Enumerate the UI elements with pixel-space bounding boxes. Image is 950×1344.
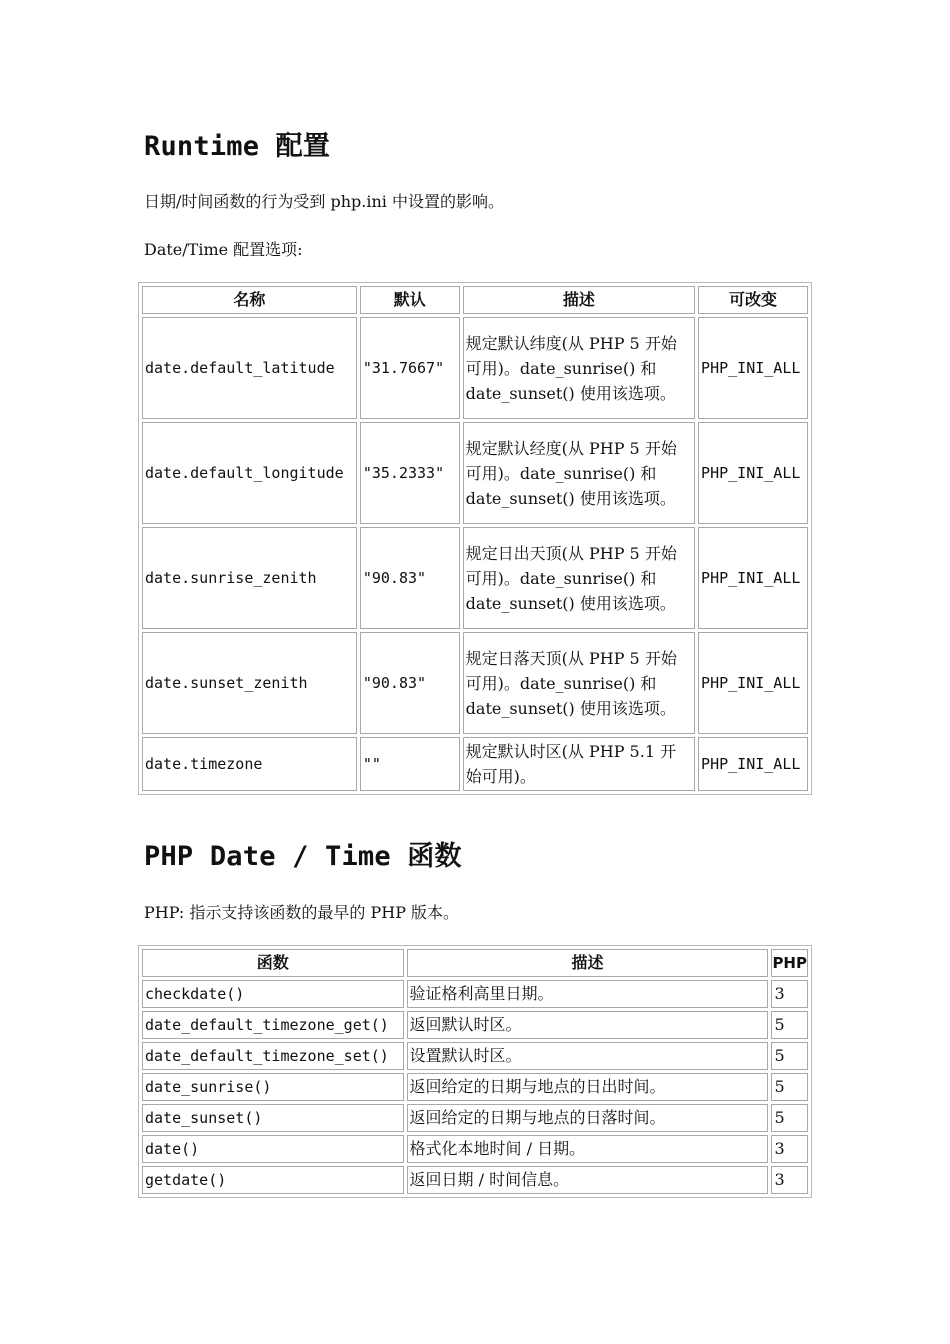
function-php-cell: 3 (771, 1135, 808, 1163)
table-row (142, 1073, 808, 1101)
config-desc-cell: 规定默认纬度(从 PHP 5 开始可用)。date_sunrise() 和 date_sunset() 使用该选项。 (463, 317, 695, 419)
config-changeable-cell: PHP_INI_ALL (698, 422, 808, 524)
config-desc-cell: 规定日落天顶(从 PHP 5 开始可用)。date_sunrise() 和 date_sunset() 使用该选项。 (463, 632, 695, 734)
functions-header-function: 函数 (142, 949, 404, 977)
table-row (142, 1042, 808, 1070)
function-name-cell: date() (142, 1135, 404, 1163)
config-changeable-cell: PHP_INI_ALL (698, 737, 808, 791)
function-desc-cell: 返回默认时区。 (407, 1011, 769, 1039)
config-options-table (138, 282, 812, 795)
function-desc-cell: 验证格利高里日期。 (407, 980, 769, 1008)
function-php-cell: 5 (771, 1073, 808, 1101)
table-row (142, 737, 808, 791)
config-name-cell: date.sunset_zenith (142, 632, 357, 734)
function-php-cell: 5 (771, 1011, 808, 1039)
function-desc-cell: 返回给定的日期与地点的日落时间。 (407, 1104, 769, 1132)
function-php-cell: 5 (771, 1042, 808, 1070)
function-desc-cell: 设置默认时区。 (407, 1042, 769, 1070)
functions-header-php: PHP (771, 949, 808, 977)
config-changeable-cell: PHP_INI_ALL (698, 527, 808, 629)
config-header-changeable: 可改变 (698, 286, 808, 314)
table-row (142, 527, 808, 629)
table-row (142, 422, 808, 524)
config-header-description: 描述 (463, 286, 695, 314)
table-row (142, 1135, 808, 1163)
config-options-label: Date/Time 配置选项: (144, 240, 303, 259)
config-table-header-row (142, 286, 808, 314)
functions-intro-text: PHP: 指示支持该函数的最早的 PHP 版本。 (144, 903, 460, 922)
table-row (142, 1104, 808, 1132)
config-default-cell: "" (360, 737, 460, 791)
config-changeable-cell: PHP_INI_ALL (698, 632, 808, 734)
function-name-cell: date_sunrise() (142, 1073, 404, 1101)
function-php-cell: 3 (771, 1166, 808, 1194)
functions-header-description: 描述 (407, 949, 769, 977)
config-name-cell: date.default_longitude (142, 422, 357, 524)
date-time-functions-heading: PHP Date / Time 函数 (144, 841, 462, 872)
function-name-cell: date_default_timezone_set() (142, 1042, 404, 1070)
runtime-config-heading: Runtime 配置 (144, 131, 331, 162)
config-name-cell: date.sunrise_zenith (142, 527, 357, 629)
functions-table (138, 945, 812, 1198)
config-default-cell: "35.2333" (360, 422, 460, 524)
runtime-intro-text: 日期/时间函数的行为受到 php.ini 中设置的影响。 (144, 192, 504, 211)
config-default-cell: "90.83" (360, 632, 460, 734)
function-desc-cell: 返回给定的日期与地点的日出时间。 (407, 1073, 769, 1101)
table-row (142, 632, 808, 734)
config-name-cell: date.timezone (142, 737, 357, 791)
config-desc-cell: 规定默认时区(从 PHP 5.1 开始可用)。 (463, 737, 695, 791)
table-row (142, 980, 808, 1008)
function-desc-cell: 返回日期 / 时间信息。 (407, 1166, 769, 1194)
config-default-cell: "90.83" (360, 527, 460, 629)
config-desc-cell: 规定日出天顶(从 PHP 5 开始可用)。date_sunrise() 和 date_sunset() 使用该选项。 (463, 527, 695, 629)
table-row (142, 1011, 808, 1039)
config-desc-cell: 规定默认经度(从 PHP 5 开始可用)。date_sunrise() 和 date_sunset() 使用该选项。 (463, 422, 695, 524)
function-php-cell: 5 (771, 1104, 808, 1132)
config-header-name: 名称 (142, 286, 357, 314)
function-name-cell: date_sunset() (142, 1104, 404, 1132)
table-row (142, 1166, 808, 1194)
functions-table-header-row (142, 949, 808, 977)
function-name-cell: checkdate() (142, 980, 404, 1008)
config-default-cell: "31.7667" (360, 317, 460, 419)
function-name-cell: date_default_timezone_get() (142, 1011, 404, 1039)
function-php-cell: 3 (771, 980, 808, 1008)
table-row (142, 317, 808, 419)
config-name-cell: date.default_latitude (142, 317, 357, 419)
function-desc-cell: 格式化本地时间 / 日期。 (407, 1135, 769, 1163)
config-changeable-cell: PHP_INI_ALL (698, 317, 808, 419)
function-name-cell: getdate() (142, 1166, 404, 1194)
config-header-default: 默认 (360, 286, 460, 314)
